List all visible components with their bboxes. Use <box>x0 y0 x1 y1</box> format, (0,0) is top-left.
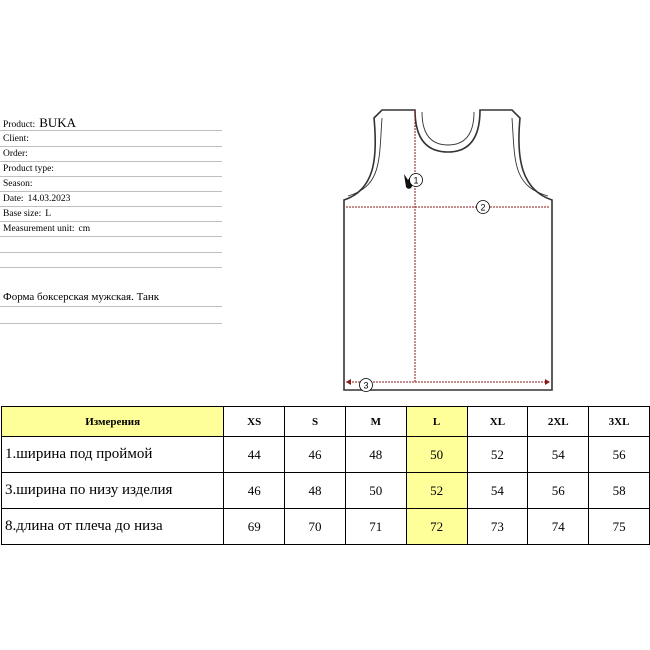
base-size-label: Base size: <box>3 209 42 219</box>
unit-value: cm <box>78 224 91 234</box>
order-label: Order: <box>3 149 28 159</box>
table-cell: 44 <box>224 437 285 473</box>
table-row <box>2 509 650 545</box>
measurements-header: Измерения <box>2 407 224 437</box>
table-cell: 50 <box>345 473 406 509</box>
table-cell: 48 <box>285 473 346 509</box>
product-value: BUKA <box>39 115 77 130</box>
table-cell-base: 72 <box>406 509 467 545</box>
size-table <box>1 406 650 545</box>
client-label: Client: <box>3 134 29 144</box>
table-cell: 71 <box>345 509 406 545</box>
size-header: S <box>285 407 346 437</box>
product-label: Product: <box>3 120 36 130</box>
size-header: M <box>345 407 406 437</box>
size-table-header <box>2 407 650 437</box>
size-header: 2XL <box>528 407 589 437</box>
spec-divider <box>0 323 222 324</box>
table-cell-base: 52 <box>406 473 467 509</box>
spec-description <box>0 289 222 307</box>
arrow-right <box>545 379 550 385</box>
arrow-left <box>346 379 351 385</box>
table-row <box>2 473 650 509</box>
table-cell: 52 <box>467 437 528 473</box>
spec-client <box>0 132 222 147</box>
spec-date <box>0 192 222 207</box>
table-cell: 56 <box>528 473 589 509</box>
neckline-trim <box>422 112 474 145</box>
table-cell: 75 <box>589 509 650 545</box>
size-header: XL <box>467 407 528 437</box>
table-cell: 69 <box>224 509 285 545</box>
table-cell: 48 <box>345 437 406 473</box>
date-label: Date: <box>3 194 24 204</box>
table-row <box>2 437 650 473</box>
size-header: 3XL <box>589 407 650 437</box>
product-type-label: Product type: <box>3 164 54 174</box>
table-cell: 46 <box>224 473 285 509</box>
table-cell: 56 <box>589 437 650 473</box>
table-cell: 74 <box>528 509 589 545</box>
garment-outline <box>344 110 552 390</box>
table-cell: 54 <box>528 437 589 473</box>
date-value: 14.03.2023 <box>27 194 71 204</box>
spec-product-type <box>0 162 222 177</box>
spec-season <box>0 177 222 192</box>
marker-3-label: 3 <box>363 380 369 391</box>
spec-divider <box>0 252 222 253</box>
season-label: Season: <box>3 179 33 189</box>
measurement-label: 1.ширина под проймой <box>2 437 224 473</box>
size-header: XS <box>224 407 285 437</box>
measurement-label: 8.длина от плеча до низа <box>2 509 224 545</box>
marker-1-label: 1 <box>413 175 419 186</box>
unit-label: Measurement unit: <box>3 224 75 234</box>
spec-divider <box>0 267 222 268</box>
table-cell: 73 <box>467 509 528 545</box>
spec-base-size <box>0 207 222 222</box>
spec-order <box>0 147 222 162</box>
tank-top-diagram <box>330 100 570 400</box>
table-cell: 58 <box>589 473 650 509</box>
table-cell-base: 50 <box>406 437 467 473</box>
base-size-value: L <box>45 209 52 219</box>
spec-unit <box>0 222 222 237</box>
spec-product <box>0 116 222 131</box>
table-cell: 70 <box>285 509 346 545</box>
measurement-label: 3.ширина по низу изделия <box>2 473 224 509</box>
description-text: Форма боксерская мужская. Танк <box>3 291 160 303</box>
table-cell: 54 <box>467 473 528 509</box>
table-cell: 46 <box>285 437 346 473</box>
size-header-base: L <box>406 407 467 437</box>
marker-2-label: 2 <box>480 202 486 213</box>
